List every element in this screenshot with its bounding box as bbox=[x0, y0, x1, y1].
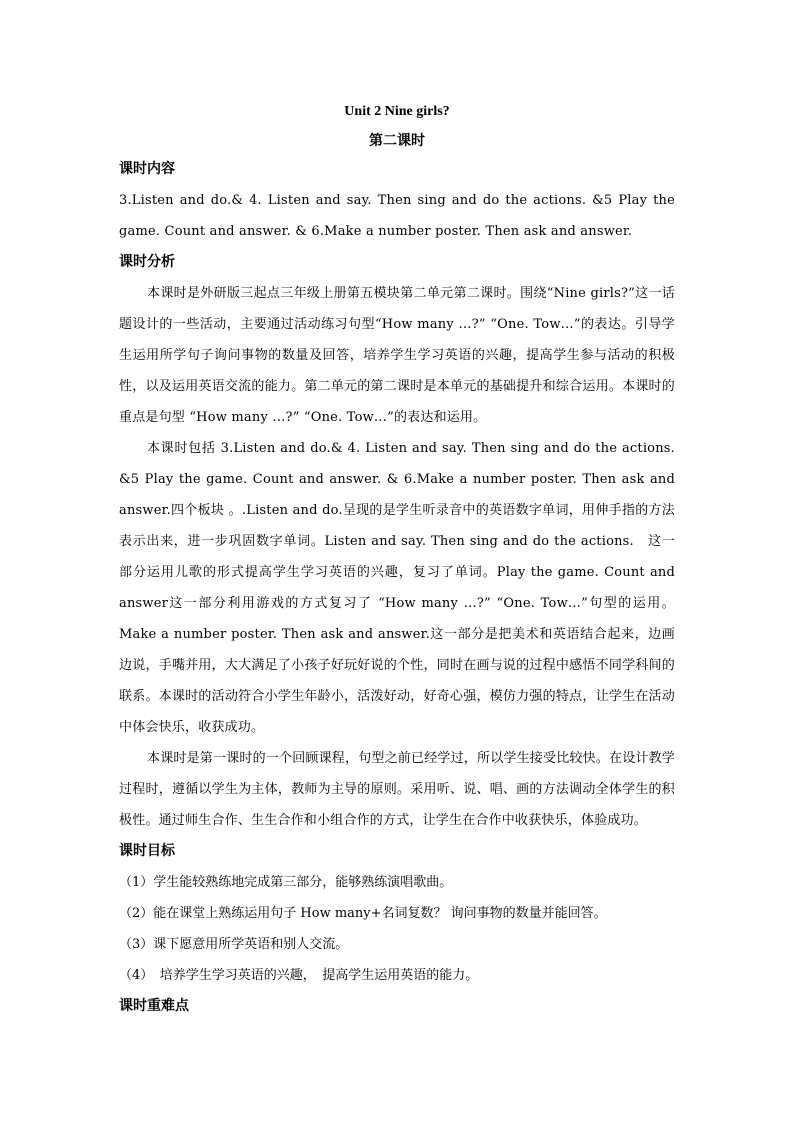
section-heading-difficulties: 课时重难点 bbox=[119, 998, 189, 1014]
section-heading-goals: 课时目标 bbox=[119, 843, 175, 859]
goal-item: （2）能在课堂上熟练运用句子 How many+名词复数？ 询问事物的数量并能回答。 bbox=[119, 906, 607, 921]
goal-item: （4） 培养学生学习英语的兴趣， 提高学生运用英语的能力。 bbox=[119, 968, 479, 983]
analysis-paragraph-3: 本课时是第一课时的一个回顾课程，句型之前已经学过，所以学生接受比较快。在设计教学过程时，遵循以学生为主体，教师为主导的原则。采用听、说、唱、画的方法调动全体学生的积极性。通过师生合作、生生合作和小组合作的方式，让学生在合作中收获快乐，体验成功。 bbox=[119, 751, 676, 828]
section-heading-analysis: 课时分析 bbox=[119, 254, 175, 270]
goal-item: （3）课下愿意用所学英语和别人交流。 bbox=[119, 937, 349, 952]
section-heading-content: 课时内容 bbox=[119, 161, 175, 177]
content-paragraph: 3.Listen and do.& 4. Listen and say. Then sing and do the actions. &5 Play the game. Count and answer. & 6.Make a number poster. Then ask and answer. bbox=[119, 193, 675, 239]
analysis-paragraph-2: 本课时包括 3.Listen and do.& 4. Listen and say. Then sing and do the actions. &5 Play the game. Count and answer. & 6.Make a number poster. Then ask and answer.四个板块 。.Listen and do.呈现的是学生听录音中的英语数字单词，用伸手指的方法表示出来，进一步巩固数字单词。Listen and say. Then sing and do the actions. 这一部分运用儿歌的形式提高学生学习英语的兴趣，复习了单词。Play the game. Count and answer这一部分利用游戏的方式复习了 “How many …?” “One. Tow…”句型的运用。Make a number poster. Then ask and answer.这一部分是把美术和英语结合起来，边画边说，手嘴并用，大大满足了小孩子好玩好说的个性，同时在画与说的过程中感悟不同学科间的联系。本课时的活动符合小学生年龄小，活泼好动，好奇心强，模仿力强的特点，让学生在活动中体会快乐，收获成功。 bbox=[119, 441, 675, 735]
document-body bbox=[119, 100, 675, 1022]
goal-item: （1）学生能较熟练地完成第三部分，能够熟练演唱歌曲。 bbox=[119, 875, 453, 890]
analysis-paragraph-1: 本课时是外研版三起点三年级上册第五模块第二单元第二课时。围绕“Nine girls?”这一话题设计的一些活动，主要通过活动练习句型“How many …?” “One. Tow…”的表达。引导学生运用所学句子询问事物的数量及回答，培养学生学习英语的兴趣，提高学生参与活动的积极性，以及运用英语交流的能力。第二单元的第二课时是本单元的基础提升和综合运用。本课时的重点是句型 “How many …?” “One. Tow…”的表达和运用。 bbox=[119, 286, 675, 425]
document-subtitle: 第二课时 bbox=[369, 133, 425, 149]
document-title: Unit 2 Nine girls? bbox=[344, 104, 450, 119]
